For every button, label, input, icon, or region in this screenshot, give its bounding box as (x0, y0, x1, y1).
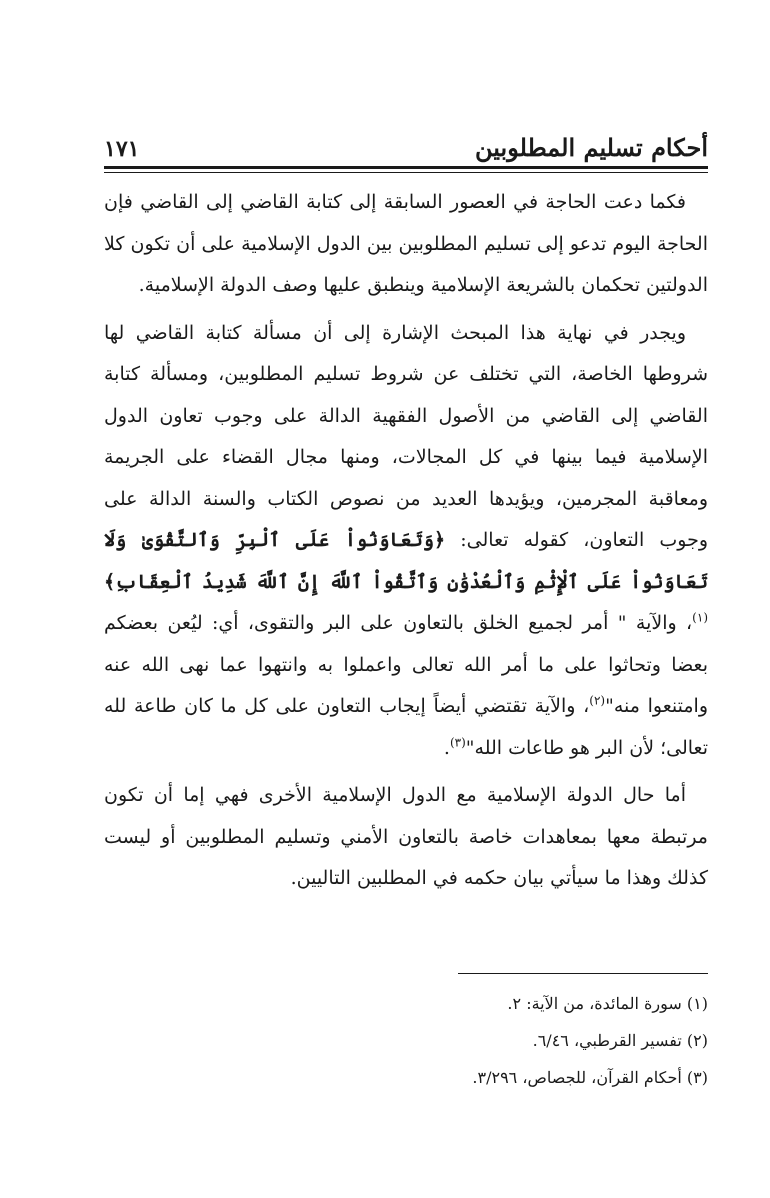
paragraph-1: فكما دعت الحاجة في العصور السابقة إلى كتابة القاضي إلى القاضي فإن الحاجة اليوم تدعو إلى تسليم المطلوبين بين الدول الإسلامية على أن تكون كلا الدولتين تحكمان بالشريعة الإسلامية وينطبق عليها وصف الدولة الإسلامية. (104, 191, 708, 296)
body-text (104, 182, 708, 906)
paragraph-3: أما حال الدولة الإسلامية مع الدول الإسلامية الأخرى فهي إما أن تكون مرتبطة معها بمعاهدات خاصة بالتعاون الأمني وتسليم المطلوبين أو ليست كذلك وهذا ما سيأتي بيان حكمه في المطلبين التاليين. (104, 784, 708, 889)
footnote-marker-1: (١) (692, 610, 708, 625)
running-header (104, 120, 708, 160)
page-number: ١٧١ (104, 136, 140, 162)
paragraph-2-after-fn2: ، والآية تقتضي أيضاً إيجاب التعاون على كل ما كان طاعة لله تعالى؛ لأن البر هو طاعات الله" (104, 695, 708, 759)
footnote-separator (458, 973, 708, 974)
footnote-marker-2: (٢) (589, 693, 606, 708)
header-title: أحكام تسليم المطلوبين (475, 133, 708, 162)
footnote-2: (٢) تفسير القرطبي، ٦/٤٦. (532, 1031, 708, 1050)
book-page (104, 100, 708, 1160)
footnote-1: (١) سورة المائدة، من الآية: ٢. (507, 994, 708, 1013)
paragraph-2-text: ويجدر في نهاية هذا المبحث الإشارة إلى أن مسألة كتابة القاضي لها شروطها الخاصة، التي تختلف عن شروط تسليم المطلوبين، ومسألة كتابة القاضي إلى القاضي من الأصول الفقهية الدالة على وجوب تعاون الدول الإسلامية فيما بينها في كل المجالات، ومنها مجال القضاء على الجريمة ومعاقبة المجرمين، ويؤيدها العديد من نصوص الكتاب والسنة الدالة على وجوب التعاون، كقوله تعالى: (104, 321, 708, 551)
footnotes (104, 985, 708, 1096)
header-rule-thick (104, 166, 708, 169)
paragraph-2 (104, 313, 708, 770)
header-rule-thin (104, 172, 708, 173)
quran-verse: ﴿وَتَعَاوَنُواْ عَلَى ٱلْبِرِّ وَٱلتَّقْوَىٰ وَلَا تَعَاوَنُواْ عَلَى ٱلْإِثْمِ وَٱلْعُدْوَٰنِ وَٱتَّقُواْ ٱللَّهَ إِنَّ ٱللَّهَ شَدِيدُ ٱلْعِقَابِ﴾ (104, 529, 708, 593)
footnote-3: (٣) أحكام القرآن، للجصاص، ٣/٢٩٦. (472, 1068, 708, 1087)
paragraph-2-after-verse: ، والآية " أمر لجميع الخلق بالتعاون على البر والتقوى، أي: ليُعن بعضكم بعضا وتحاثوا على ما أمر الله تعالى واعملوا به وانتهوا عما نهى الله عنه وامتنعوا منه" (104, 612, 709, 717)
paragraph-2-end: . (443, 736, 450, 759)
footnote-marker-3: (٣) (449, 735, 466, 750)
